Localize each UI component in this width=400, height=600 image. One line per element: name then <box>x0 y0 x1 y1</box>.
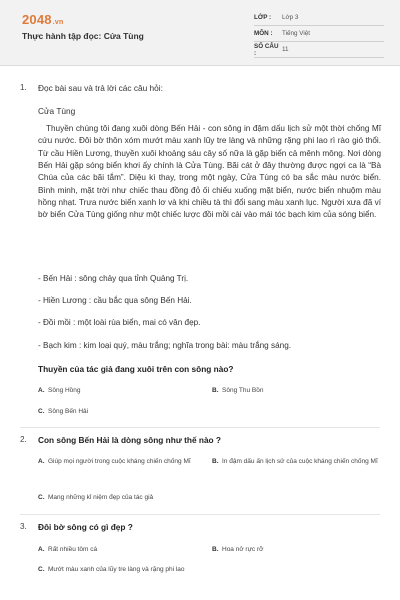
glossary-item: - Hiền Lương : cầu bắc qua sông Bến Hải. <box>38 296 192 305</box>
question-divider <box>20 514 380 515</box>
glossary-item: - Bến Hải : sông chảy qua tỉnh Quảng Trị. <box>38 274 189 283</box>
option-text: Sông Thu Bồn <box>222 387 264 394</box>
option-letter: C. <box>38 494 45 502</box>
worksheet-title: Thực hành tập đọc: Cửa Tùng <box>22 31 144 41</box>
glossary-item: - Bạch kim : kim loại quý, màu trắng; nghĩa trong bài: màu trắng sáng. <box>38 341 292 350</box>
question-prompt: Đọc bài sau và trả lời các câu hỏi: <box>38 83 163 93</box>
answer-option-a[interactable] <box>38 457 206 467</box>
logo-suffix: .vn <box>52 19 64 26</box>
option-letter: B. <box>212 546 219 554</box>
option-letter: A. <box>38 458 45 466</box>
option-letter: A. <box>38 546 45 554</box>
option-text: Sông Hồng <box>48 387 81 394</box>
answer-option-b[interactable] <box>212 457 380 467</box>
option-letter: A. <box>38 387 45 395</box>
question-divider <box>20 427 380 428</box>
logo-text: 2048 <box>22 12 52 27</box>
answer-option-c[interactable] <box>38 565 206 575</box>
question-number: 3. <box>20 522 27 531</box>
meta-value: Tiếng Việt <box>282 30 311 37</box>
option-letter: B. <box>212 387 219 395</box>
option-letter: B. <box>212 458 219 466</box>
meta-row-class <box>254 10 384 26</box>
meta-label: LỚP : <box>254 14 272 21</box>
option-text: Giúp mọi người trong cuộc kháng chiến chống Mĩ <box>48 458 191 465</box>
option-text: Sông Bến Hải <box>48 408 89 415</box>
worksheet-meta <box>254 10 384 58</box>
meta-value: Lớp 3 <box>282 14 299 21</box>
answer-option-c[interactable] <box>38 407 88 417</box>
answer-option-b[interactable] <box>212 545 263 555</box>
meta-row-subject <box>254 26 384 42</box>
question-number: 1. <box>20 83 27 92</box>
answer-option-a[interactable] <box>38 545 97 555</box>
option-text: Mướt màu xanh của lũy tre làng và rặng phi lao <box>48 566 185 573</box>
worksheet-content <box>0 66 400 600</box>
option-text: Hoa nở rực rỡ <box>222 546 264 553</box>
answer-option-b[interactable] <box>212 386 263 396</box>
question-text: Đôi bờ sông có gì đẹp ? <box>38 522 133 532</box>
meta-label: MÔN : <box>254 30 273 37</box>
option-letter: C. <box>38 408 45 416</box>
meta-value: 11 <box>282 46 289 53</box>
question-text: Con sông Bến Hải là dòng sông như thế nào ? <box>38 435 222 445</box>
passage-title: Cửa Tùng <box>38 106 76 116</box>
question-number: 2. <box>20 435 27 444</box>
meta-row-count <box>254 42 384 58</box>
option-text: In đậm dấu ấn lịch sử của cuộc kháng chiến chống Mĩ <box>222 458 378 465</box>
meta-label: SỐ CÂU : <box>254 42 279 57</box>
option-letter: C. <box>38 566 45 574</box>
site-logo[interactable] <box>22 12 63 27</box>
worksheet-header <box>0 0 400 66</box>
answer-option-a[interactable] <box>38 386 81 396</box>
question-text: Thuyền của tác giả đang xuôi trên con sông nào? <box>38 364 234 374</box>
answer-option-c[interactable] <box>38 493 153 503</box>
glossary-item: - Đồi mồi : một loài rùa biển, mai có vân đẹp. <box>38 318 201 327</box>
option-text: Rất nhiều tôm cá <box>48 546 98 553</box>
option-text: Mang những kỉ niệm đẹp của tác giả <box>48 494 154 501</box>
passage-text: Thuyền chúng tôi đang xuôi dòng Bến Hải - con sông in đậm dấu lịch sử một thời chống Mĩ cứu nước. Đôi bờ thôn xóm mướt màu xanh lũy tre làng và những rặng phi lao rì rào gió thổi. Từ cầu Hiền Lương, thuyền xuôi khoảng sáu cây số nữa là gặp biển cả mênh mông. Nơi dòng Bến Hải gặp sóng biển khơi ấy chính là Cửa Tùng. Bãi cát ở đây thường được ngợi ca là “Bà Chúa của các bãi tắm”. Diệu kì thay, trong một ngày, Cửa Tùng có ba sắc màu nước biển. Bình minh, mặt trời như chiếc thau đồng đỏ ối chiếu xuống mặt biển, nước biển nhuộm màu hồng nhạt. Trưa nước biển xanh lơ và khi chiều tà thì đổi sang màu xanh lục. Người xưa đã ví bờ biển Cửa Tùng giống như một chiếc lược đồi mồi cài vào mái tóc bạch kim của sóng biển. <box>38 124 381 220</box>
